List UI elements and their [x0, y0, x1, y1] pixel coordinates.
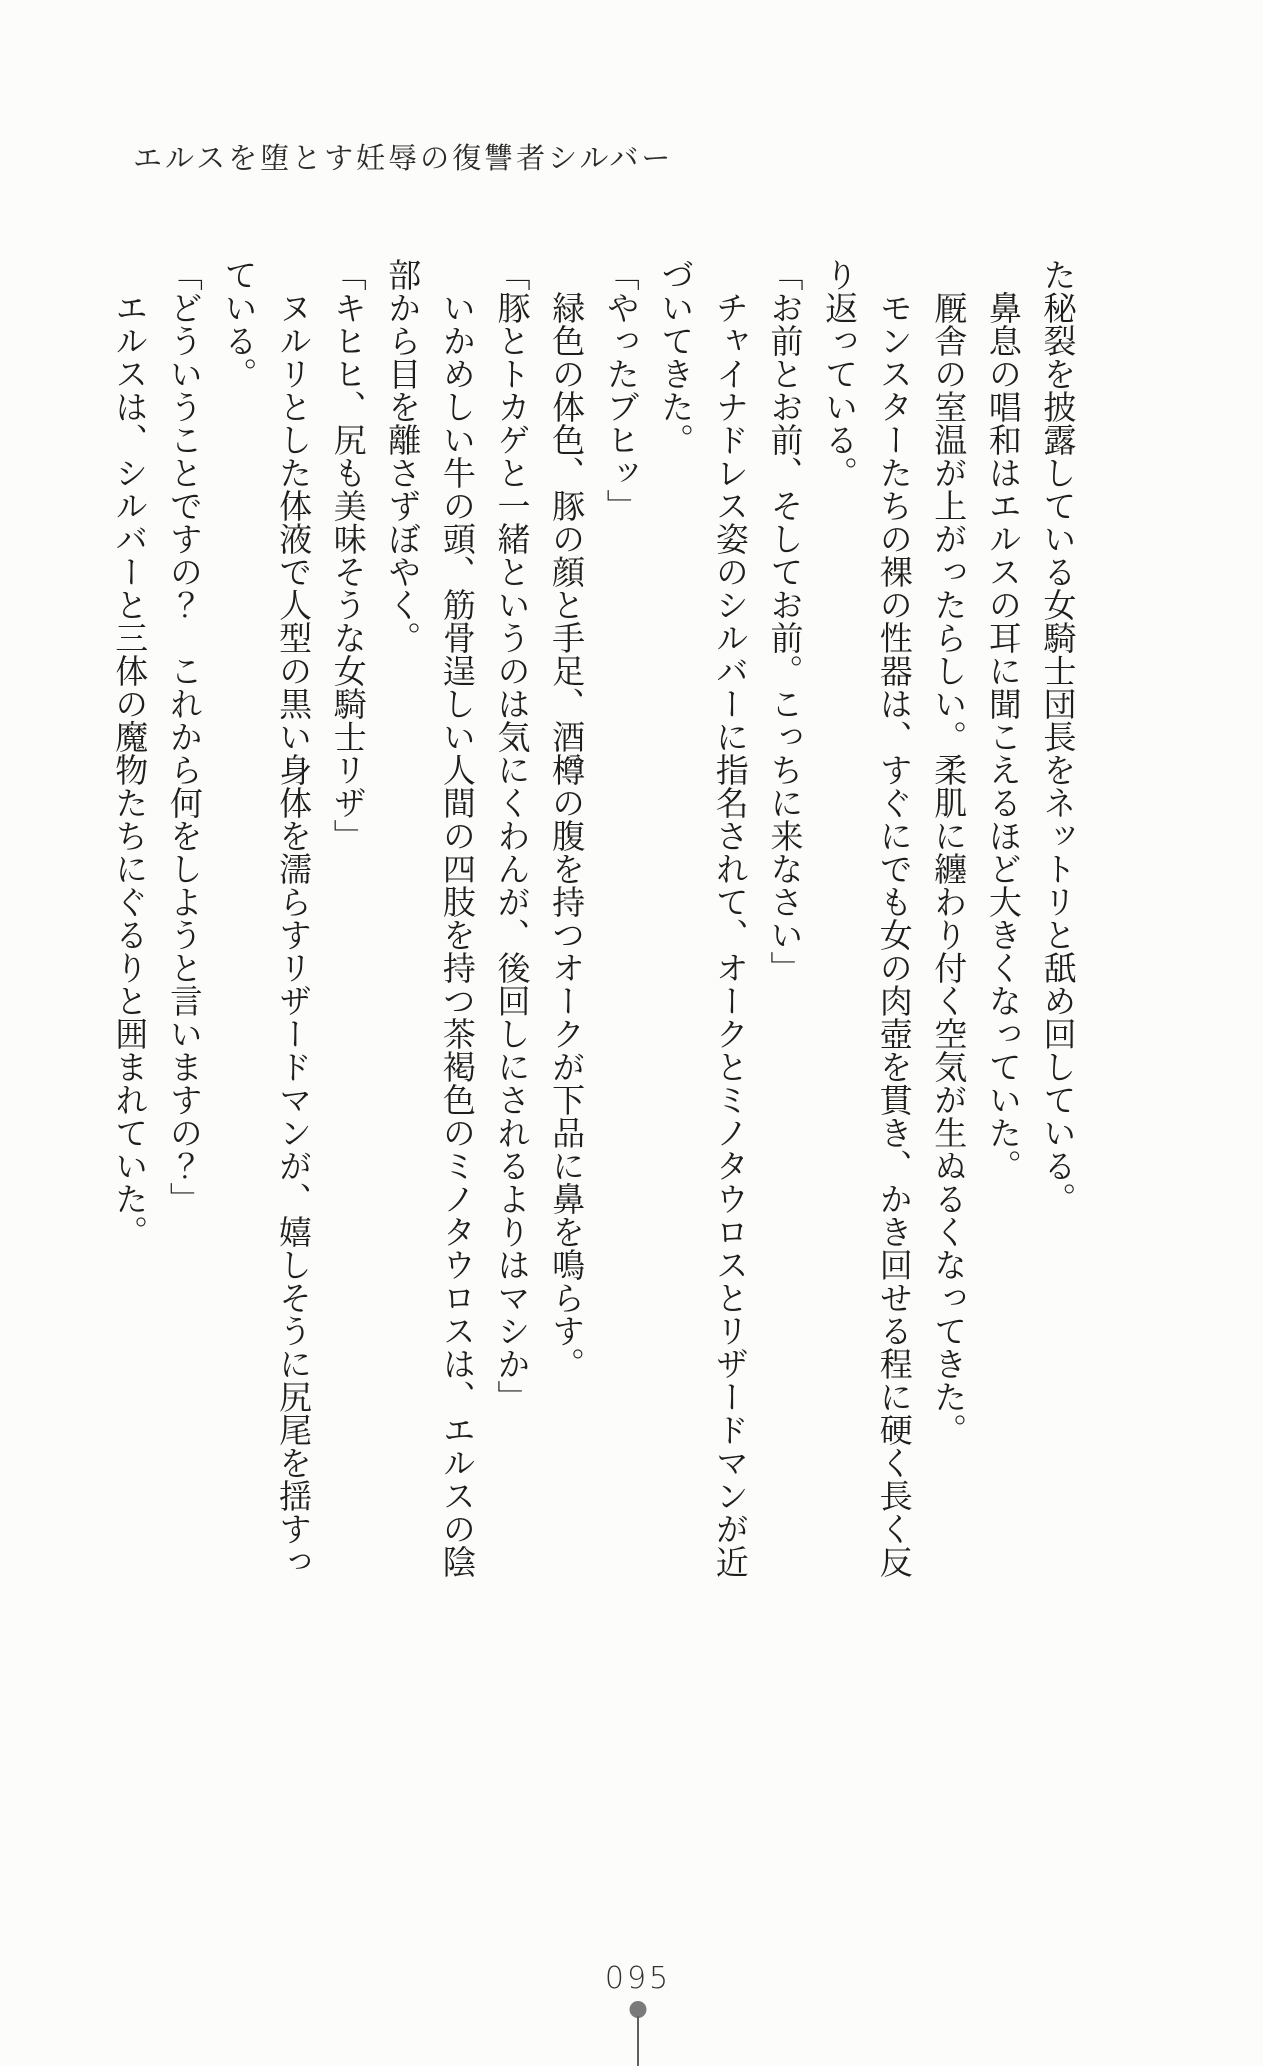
page-number: 095 [604, 1961, 672, 1996]
text-column-13: 部から目を離さずぼやく。 [383, 258, 420, 654]
text-column-15: ヌルリとした体液で人型の黒い身体を濡らすリザードマンが、嬉しそうに尻尾を揺すっ [274, 291, 311, 1578]
text-column-14: 「キヒヒ、尻も美味そうな女騎士リザ」 [328, 258, 365, 852]
text-column-6: 「お前とお前、そしてお前。こっちに来なさい」 [765, 258, 802, 984]
text-column-1: た秘裂を披露している女騎士団長をネットリと舐め回している。 [1038, 258, 1075, 1215]
text-column-10: 緑色の体色、豚の顔と手足、酒樽の腹を持つオークが下品に鼻を鳴らす。 [547, 291, 584, 1380]
text-column-11: 「豚とトカゲと一緒というのは気にくわんが、後回しにされるよりはマシか」 [492, 258, 529, 1413]
text-column-16: ている。 [219, 258, 256, 390]
text-column-4: モンスターたちの裸の性器は、すぐにでも女の肉壺を貫き、かき回せる程に硬く長く反 [874, 291, 911, 1578]
running-header-title: エルスを堕とす妊辱の復讐者シルバー [133, 143, 674, 175]
text-column-8: づいてきた。 [656, 258, 693, 456]
text-column-7: チャイナドレス姿のシルバーに指名されて、オークとミノタウロスとリザードマンが近 [710, 291, 747, 1578]
footer-line-ornament [637, 2016, 639, 2066]
text-column-5: り返っている。 [820, 258, 857, 489]
text-column-9: 「やったブヒッ」 [601, 258, 638, 522]
text-column-3: 厩舎の室温が上がったらしい。柔肌に纏わり付く空気が生ぬるくなってきた。 [929, 291, 966, 1446]
text-column-12: いかめしい牛の頭、筋骨逞しい人間の四肢を持つ茶褐色のミノタウロスは、エルスの陰 [437, 291, 474, 1578]
text-column-18: エルスは、シルバーと三体の魔物たちにぐるりと囲まれていた。 [110, 291, 147, 1248]
text-column-2: 鼻息の唱和はエルスの耳に聞こえるほど大きくなっていた。 [983, 291, 1020, 1182]
text-column-17: 「どういうことですの？ これから何をしようと言いますの？」 [164, 258, 201, 1215]
